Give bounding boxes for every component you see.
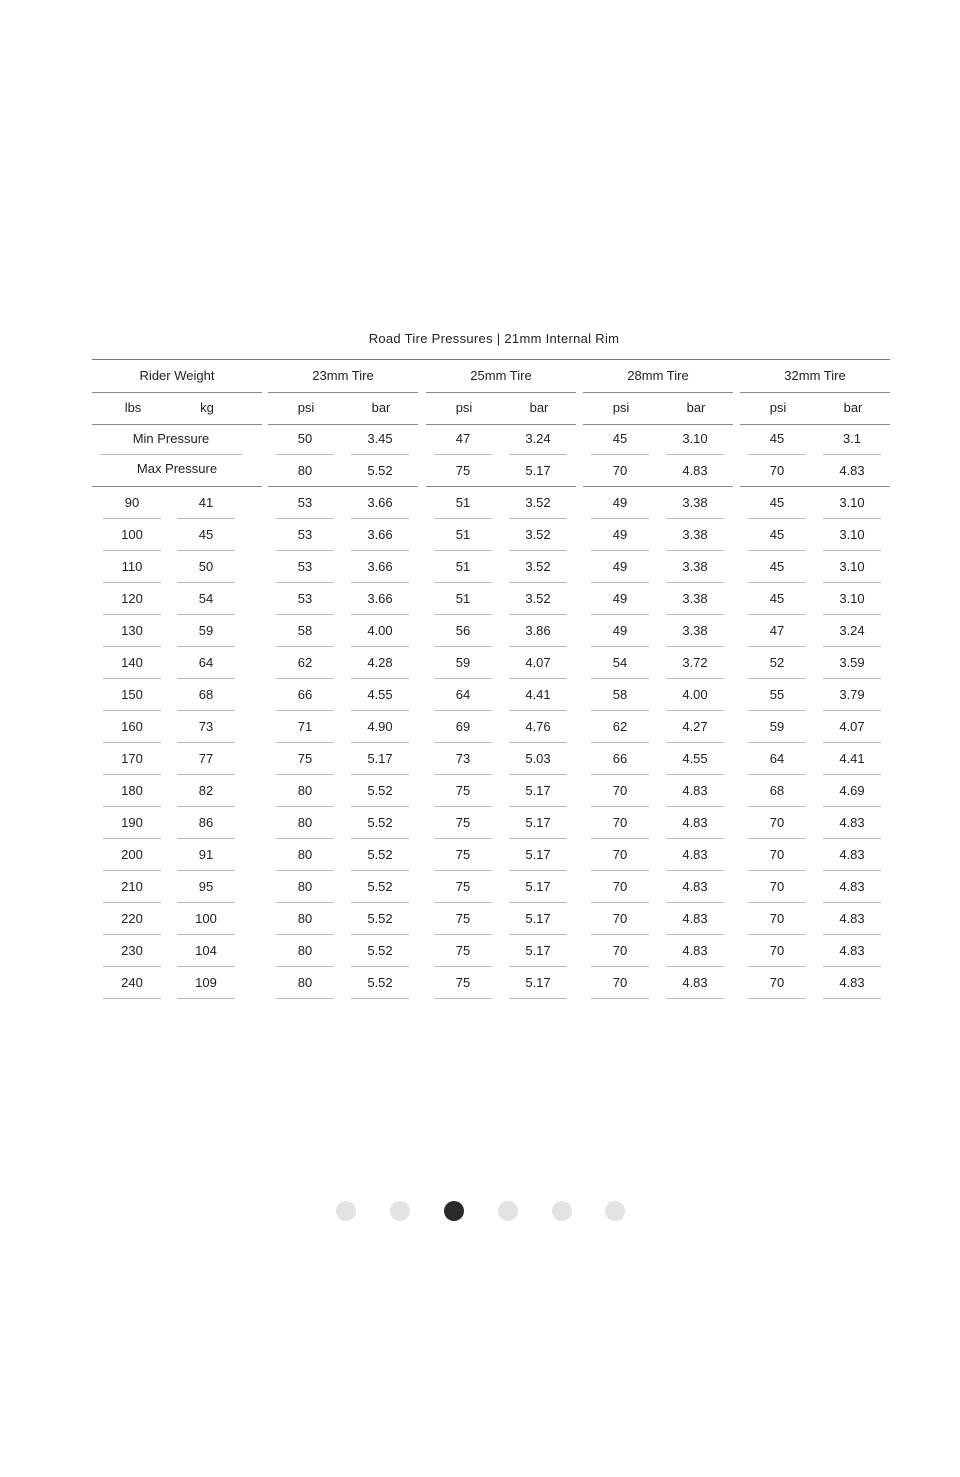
cell-bar-32: 4.41 [823,744,881,775]
rider-weight-header [92,360,262,488]
cell-bar-25: 5.17 [509,872,567,903]
tire-25mm-max [426,456,576,488]
cell-bar-32: 4.83 [823,904,881,935]
cell-lbs: 160 [103,712,161,743]
cell-bar-23: 3.66 [351,520,409,551]
tire-28mm-min [583,424,733,456]
cell-bar-25: 5.17 [509,808,567,839]
header-bottom-rule [740,486,890,487]
min-bar: 3.1 [823,424,881,455]
cell-psi-25: 75 [434,776,492,807]
cell-psi-25: 75 [434,872,492,903]
cell-bar-25: 5.03 [509,744,567,775]
cell-psi-28: 49 [591,552,649,583]
max-bar: 4.83 [839,463,865,478]
cell-bar-23: 3.66 [351,552,409,583]
max-pressure-row-label [92,454,262,486]
cell-psi-25: 64 [434,680,492,711]
cell-bar-32: 3.24 [823,616,881,647]
cell-lbs: 190 [103,808,161,839]
min-psi: 50 [276,424,334,455]
tire-23mm-min [268,424,418,456]
min-pressure-row-label [92,424,262,456]
header-bottom-rule [92,486,262,487]
cell-psi-25: 51 [434,520,492,551]
min-psi: 45 [591,424,649,455]
max-bar: 5.17 [525,463,551,478]
cell-bar-28: 3.38 [666,520,724,551]
cell-bar-25: 5.17 [509,776,567,807]
cell-psi-32: 45 [748,552,806,583]
header-bottom-rule [268,486,418,487]
unit-bar: bar [843,400,863,415]
cell-psi-23: 53 [276,584,334,615]
cell-bar-32: 4.83 [823,968,881,999]
tire-32mm-label: 32mm Tire [740,360,890,393]
tire-25mm-label: 25mm Tire [426,360,576,393]
table-row [0,552,960,584]
header-bottom-rule [426,486,576,487]
cell-bar-25: 5.17 [509,840,567,871]
header-bottom-rule [583,486,733,487]
table-row [0,648,960,680]
cell-bar-32: 3.79 [823,680,881,711]
unit-psi: psi [769,400,787,415]
cell-bar-23: 5.52 [351,872,409,903]
table-row [0,936,960,968]
cell-bar-25: 3.52 [509,584,567,615]
unit-bar: bar [371,400,391,415]
tire-23mm-max [268,456,418,488]
cell-bar-28: 3.38 [666,488,724,519]
cell-psi-23: 75 [276,744,334,775]
max-psi: 70 [769,463,785,478]
cell-psi-23: 80 [276,808,334,839]
cell-bar-23: 5.52 [351,936,409,967]
cell-kg: 109 [177,968,235,999]
cell-psi-28: 70 [591,808,649,839]
cell-psi-28: 70 [591,968,649,999]
min-psi: 45 [748,424,806,455]
carousel-dot-1[interactable] [336,1201,356,1221]
cell-lbs: 140 [103,648,161,679]
cell-psi-32: 59 [748,712,806,743]
table-row [0,520,960,552]
cell-lbs: 200 [103,840,161,871]
min-bar: 3.24 [509,424,567,455]
unit-psi: psi [612,400,630,415]
cell-bar-28: 3.38 [666,552,724,583]
cell-psi-28: 49 [591,616,649,647]
cell-psi-28: 49 [591,584,649,615]
cell-bar-25: 4.76 [509,712,567,743]
cell-psi-25: 59 [434,648,492,679]
cell-bar-25: 5.17 [509,968,567,999]
cell-psi-32: 64 [748,744,806,775]
cell-psi-23: 62 [276,648,334,679]
cell-bar-28: 4.83 [666,808,724,839]
table-row [0,904,960,936]
cell-psi-25: 56 [434,616,492,647]
cell-psi-32: 45 [748,488,806,519]
cell-bar-28: 4.27 [666,712,724,743]
cell-kg: 91 [177,840,235,871]
table-row [0,840,960,872]
cell-bar-23: 4.90 [351,712,409,743]
cell-bar-28: 3.38 [666,584,724,615]
max-psi: 70 [612,463,628,478]
cell-psi-23: 80 [276,968,334,999]
cell-psi-25: 75 [434,968,492,999]
cell-psi-25: 73 [434,744,492,775]
table-row [0,712,960,744]
cell-psi-32: 70 [748,904,806,935]
cell-kg: 41 [177,488,235,519]
cell-lbs: 100 [103,520,161,551]
min-pressure-label: Min Pressure [100,424,242,455]
cell-lbs: 110 [103,552,161,583]
cell-psi-32: 70 [748,936,806,967]
cell-kg: 100 [177,904,235,935]
cell-psi-28: 70 [591,776,649,807]
cell-bar-25: 3.52 [509,552,567,583]
cell-bar-28: 4.83 [666,936,724,967]
cell-bar-23: 4.28 [351,648,409,679]
cell-lbs: 90 [103,488,161,519]
cell-psi-32: 45 [748,584,806,615]
table-row [0,680,960,712]
cell-psi-28: 49 [591,520,649,551]
cell-psi-28: 70 [591,904,649,935]
cell-kg: 86 [177,808,235,839]
cell-kg: 77 [177,744,235,775]
max-bar: 4.83 [682,463,708,478]
cell-kg: 50 [177,552,235,583]
tire-23mm-header [268,360,418,488]
cell-kg: 59 [177,616,235,647]
cell-psi-25: 51 [434,488,492,519]
cell-psi-25: 75 [434,904,492,935]
cell-bar-32: 4.83 [823,872,881,903]
tire-32mm-max [740,456,890,488]
cell-psi-23: 58 [276,616,334,647]
unit-psi: psi [297,400,315,415]
cell-bar-23: 5.52 [351,776,409,807]
cell-psi-28: 66 [591,744,649,775]
cell-bar-23: 5.17 [351,744,409,775]
cell-bar-25: 4.41 [509,680,567,711]
cell-bar-32: 4.83 [823,840,881,871]
carousel-dot-6[interactable] [605,1201,625,1221]
tire-32mm-min [740,424,890,456]
cell-kg: 45 [177,520,235,551]
tire-25mm-min [426,424,576,456]
rider-weight-label: Rider Weight [92,360,262,393]
table-row [0,744,960,776]
cell-bar-28: 4.00 [666,680,724,711]
cell-bar-25: 5.17 [509,904,567,935]
cell-psi-28: 70 [591,936,649,967]
cell-psi-28: 49 [591,488,649,519]
table-row [0,616,960,648]
cell-bar-28: 4.83 [666,840,724,871]
cell-bar-32: 4.83 [823,808,881,839]
min-bar: 3.45 [351,424,409,455]
cell-bar-32: 4.69 [823,776,881,807]
cell-psi-25: 75 [434,808,492,839]
cell-lbs: 170 [103,744,161,775]
cell-psi-23: 80 [276,904,334,935]
cell-psi-25: 75 [434,936,492,967]
cell-lbs: 220 [103,904,161,935]
cell-psi-23: 66 [276,680,334,711]
tire-23mm-units [268,392,418,425]
cell-lbs: 150 [103,680,161,711]
cell-psi-32: 45 [748,520,806,551]
cell-bar-23: 5.52 [351,904,409,935]
cell-psi-28: 54 [591,648,649,679]
cell-bar-23: 3.66 [351,584,409,615]
cell-psi-25: 51 [434,552,492,583]
cell-bar-23: 5.52 [351,840,409,871]
cell-bar-23: 5.52 [351,808,409,839]
cell-psi-32: 47 [748,616,806,647]
cell-bar-32: 3.59 [823,648,881,679]
cell-bar-28: 4.55 [666,744,724,775]
cell-bar-25: 3.52 [509,520,567,551]
tire-23mm-label: 23mm Tire [268,360,418,393]
max-psi: 80 [297,463,313,478]
cell-lbs: 240 [103,968,161,999]
carousel-dot-5[interactable] [552,1201,572,1221]
table-row [0,872,960,904]
cell-bar-32: 3.10 [823,584,881,615]
cell-psi-23: 71 [276,712,334,743]
carousel-dot-3[interactable] [444,1201,464,1221]
cell-kg: 68 [177,680,235,711]
cell-psi-28: 70 [591,840,649,871]
cell-bar-23: 5.52 [351,968,409,999]
unit-lbs: lbs [124,400,142,415]
cell-psi-32: 70 [748,840,806,871]
min-bar: 3.10 [666,424,724,455]
cell-bar-28: 4.83 [666,968,724,999]
cell-psi-32: 70 [748,968,806,999]
table-row [0,584,960,616]
cell-bar-32: 3.10 [823,520,881,551]
cell-psi-23: 80 [276,872,334,903]
tire-28mm-label: 28mm Tire [583,360,733,393]
cell-bar-32: 4.07 [823,712,881,743]
table-row [0,968,960,1000]
unit-bar: bar [686,400,706,415]
cell-lbs: 120 [103,584,161,615]
cell-bar-32: 3.10 [823,552,881,583]
max-pressure-label: Max Pressure [136,461,218,476]
tire-28mm-units [583,392,733,425]
cell-psi-28: 70 [591,872,649,903]
cell-bar-25: 3.86 [509,616,567,647]
cell-bar-23: 4.00 [351,616,409,647]
cell-psi-25: 75 [434,840,492,871]
unit-psi: psi [455,400,473,415]
cell-psi-23: 53 [276,520,334,551]
cell-bar-32: 3.10 [823,488,881,519]
cell-psi-23: 53 [276,552,334,583]
chart-title: Road Tire Pressures | 21mm Internal Rim [368,331,620,346]
tire-32mm-header [740,360,890,488]
tire-25mm-header [426,360,576,488]
max-psi: 75 [455,463,471,478]
cell-bar-28: 3.72 [666,648,724,679]
cell-bar-32: 4.83 [823,936,881,967]
table-row [0,488,960,520]
table-row [0,808,960,840]
cell-bar-28: 4.83 [666,776,724,807]
cell-bar-23: 4.55 [351,680,409,711]
cell-bar-25: 5.17 [509,936,567,967]
cell-bar-28: 4.83 [666,872,724,903]
unit-kg: kg [200,400,214,415]
cell-lbs: 180 [103,776,161,807]
cell-psi-23: 80 [276,936,334,967]
cell-psi-32: 52 [748,648,806,679]
cell-bar-28: 4.83 [666,904,724,935]
cell-psi-23: 53 [276,488,334,519]
carousel-dot-4[interactable] [498,1201,518,1221]
cell-kg: 104 [177,936,235,967]
cell-psi-25: 69 [434,712,492,743]
cell-bar-25: 3.52 [509,488,567,519]
cell-kg: 82 [177,776,235,807]
cell-psi-28: 62 [591,712,649,743]
cell-psi-28: 58 [591,680,649,711]
tire-28mm-max [583,456,733,488]
carousel-pagination [0,1201,960,1221]
cell-bar-25: 4.07 [509,648,567,679]
unit-bar: bar [529,400,549,415]
cell-psi-32: 70 [748,872,806,903]
tire-25mm-units [426,392,576,425]
table-row [0,776,960,808]
max-bar: 5.52 [367,463,393,478]
carousel-dot-2[interactable] [390,1201,410,1221]
cell-kg: 95 [177,872,235,903]
cell-psi-32: 55 [748,680,806,711]
cell-psi-23: 80 [276,840,334,871]
cell-psi-23: 80 [276,776,334,807]
cell-kg: 54 [177,584,235,615]
rider-weight-units [92,392,262,425]
cell-lbs: 130 [103,616,161,647]
cell-lbs: 230 [103,936,161,967]
cell-kg: 64 [177,648,235,679]
min-psi: 47 [434,424,492,455]
cell-kg: 73 [177,712,235,743]
cell-psi-32: 70 [748,808,806,839]
cell-lbs: 210 [103,872,161,903]
tire-28mm-header [583,360,733,488]
tire-32mm-units [740,392,890,425]
cell-bar-28: 3.38 [666,616,724,647]
cell-psi-25: 51 [434,584,492,615]
cell-psi-32: 68 [748,776,806,807]
cell-bar-23: 3.66 [351,488,409,519]
